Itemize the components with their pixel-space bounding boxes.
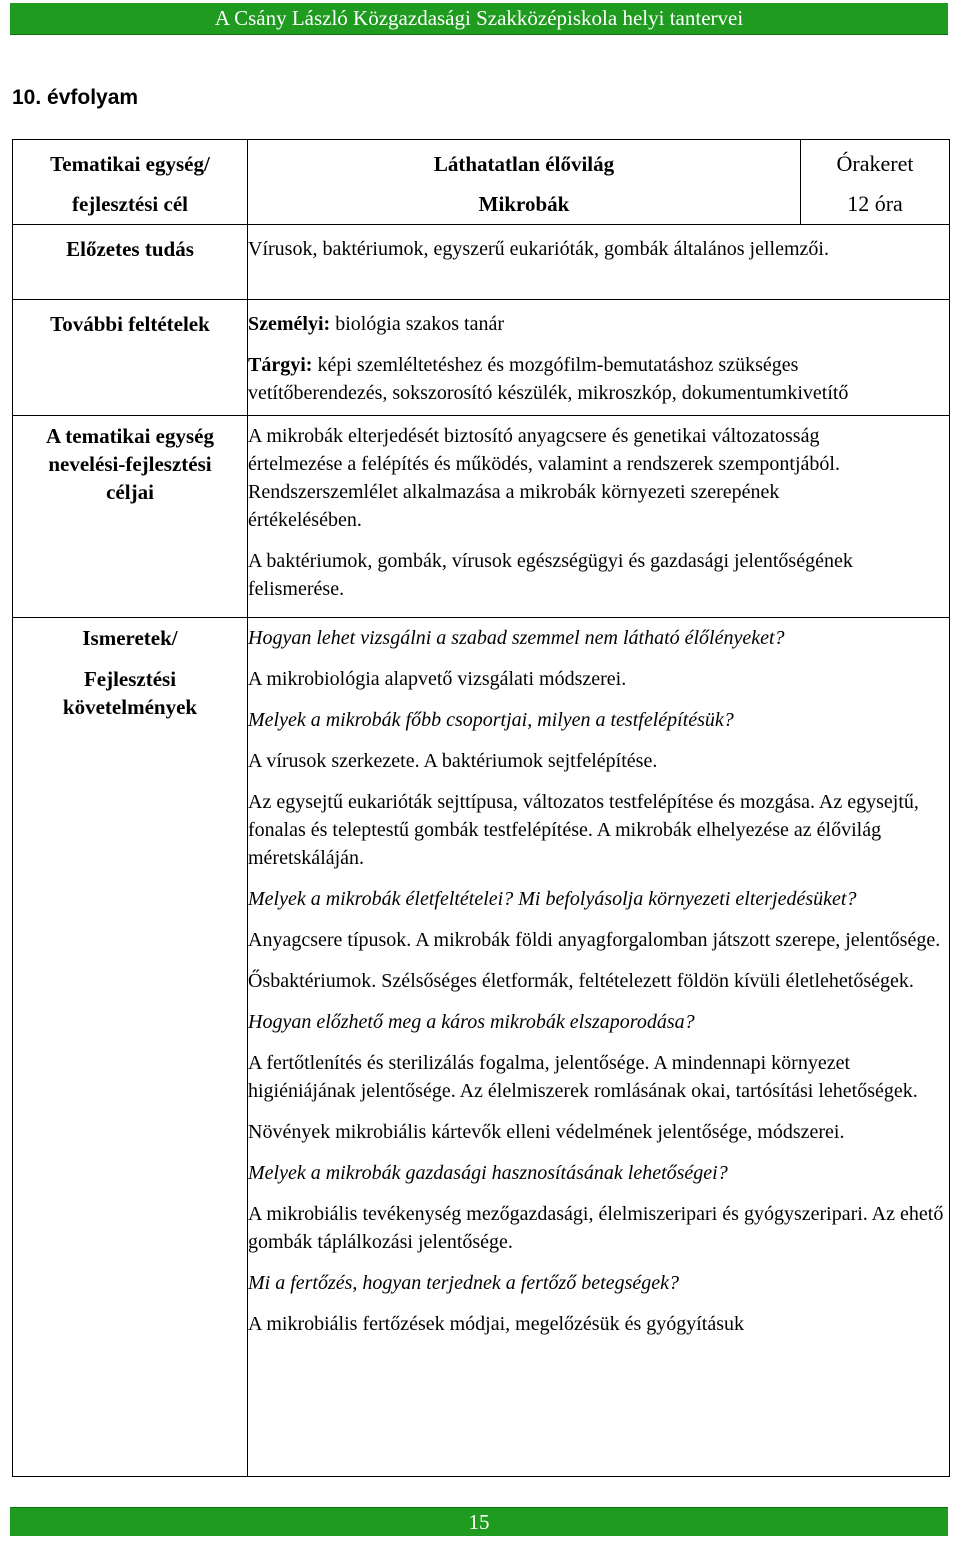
curriculum-table bbox=[12, 139, 950, 1477]
hours-label: Órakeret bbox=[836, 151, 914, 176]
header-title: A Csány László Közgazdasági Szakközépiskola helyi tantervei bbox=[214, 6, 744, 30]
knowledge-paragraph: Növények mikrobiális kártevők elleni védelmének jelentősége, módszerei. bbox=[248, 1121, 845, 1143]
knowledge-question: Hogyan lehet vizsgálni a szabad szemmel nem látható élőlényeket? bbox=[248, 627, 785, 649]
requirements-label: Fejlesztési követelmények bbox=[62, 667, 198, 719]
knowledge-paragraph: A mikrobiológia alapvető vizsgálati módszerei. bbox=[248, 668, 627, 690]
page-footer-bar bbox=[10, 1507, 948, 1536]
goals-paragraph-1: A mikrobák elterjedését biztosító anyagcsere és genetikai változatosság értelmezése a felépítés és működés, valamint a rendszerek szempontjából. Rendszerszemlélet alkalmazása a mikrobák környezeti szerepének értékelésében. bbox=[248, 425, 840, 531]
knowledge-paragraph: A vírusok szerkezete. A baktériumok sejtfelépítése. bbox=[248, 750, 658, 772]
unit-label-1: Tematikai egység/ bbox=[50, 152, 210, 176]
goals-label: A tematikai egység nevelési-fejlesztési céljai bbox=[13, 416, 248, 618]
personal-label: Személyi: bbox=[248, 313, 331, 335]
row-prior-knowledge bbox=[13, 225, 950, 300]
row-knowledge bbox=[13, 618, 950, 1477]
knowledge-content bbox=[248, 618, 950, 1477]
page-header-bar bbox=[10, 3, 948, 35]
unit-title-1: Láthatatlan élővilág bbox=[433, 152, 615, 176]
knowledge-label-cell bbox=[13, 618, 248, 1477]
knowledge-paragraph: A mikrobiális fertőzések módjai, megelőzésük és gyógyításuk bbox=[248, 1313, 744, 1335]
knowledge-paragraph: A fertőtlenítés és sterilizálás fogalma, jelentősége. A mindennapi környezet higiéniájának jelentősége. Az élelmiszerek romlásának okai, tartósítási lehetőségek. bbox=[248, 1052, 918, 1102]
knowledge-question: Melyek a mikrobák főbb csoportjai, milyen a testfelépítésük? bbox=[248, 709, 734, 731]
row-goals bbox=[13, 416, 950, 618]
knowledge-paragraph: A mikrobiális tevékenység mezőgazdasági, élelmiszeripari és gyógyszeripari. Az ehető gombák táplálkozási jelentősége. bbox=[248, 1203, 944, 1253]
conditions-text bbox=[248, 300, 950, 416]
row-conditions bbox=[13, 300, 950, 416]
unit-title-2: Mikrobák bbox=[478, 192, 570, 216]
personal-conditions bbox=[248, 310, 949, 338]
hours-value: 12 óra bbox=[847, 191, 903, 216]
cell-unit-title bbox=[248, 140, 801, 225]
conditions-label: További feltételek bbox=[13, 300, 248, 416]
knowledge-question: Mi a fertőzés, hogyan terjednek a fertőző betegségek? bbox=[248, 1272, 679, 1294]
personal-text: biológia szakos tanár bbox=[330, 313, 505, 335]
knowledge-label: Ismeretek/ bbox=[82, 626, 178, 650]
prior-knowledge-label: Előzetes tudás bbox=[13, 225, 248, 300]
row-unit bbox=[13, 140, 950, 225]
prior-knowledge-text bbox=[248, 225, 950, 300]
material-label: Tárgyi: bbox=[248, 354, 313, 376]
material-conditions bbox=[248, 351, 949, 415]
goals-text bbox=[248, 416, 950, 618]
knowledge-paragraph: Anyagcsere típusok. A mikrobák földi anyagforgalomban játszott szerepe, jelentősége. bbox=[248, 929, 941, 951]
year-heading: 10. évfolyam bbox=[12, 86, 139, 109]
goals-paragraph-2: A baktériumok, gombák, vírusok egészségügyi és gazdasági jelentőségének felismerése. bbox=[248, 550, 853, 600]
cell-hours bbox=[801, 140, 950, 225]
unit-label-2: fejlesztési cél bbox=[71, 192, 188, 216]
prior-knowledge-paragraph: Vírusok, baktériumok, egyszerű eukarióták, gombák általános jellemzői. bbox=[248, 238, 829, 260]
knowledge-question: Hogyan előzhető meg a káros mikrobák elszaporodása? bbox=[248, 1011, 695, 1033]
knowledge-question: Melyek a mikrobák gazdasági hasznosításának lehetőségei? bbox=[248, 1162, 728, 1184]
knowledge-paragraph: Az egysejtű eukarióták sejttípusa, változatos testfelépítése és mozgása. Az egysejtű, fonalas és teleptestű gombák testfelépítése. A mikrobák elhelyezése az élővilág méretskáláján. bbox=[248, 791, 919, 869]
cell-unit-label bbox=[13, 140, 248, 225]
material-text: képi szemléltetéshez és mozgófilm-bemutatáshoz szükséges vetítőberendezés, sokszorosító készülék, mikroszkóp, dokumentumkivetítő bbox=[248, 354, 849, 404]
knowledge-paragraph-list bbox=[248, 624, 947, 1338]
knowledge-paragraph: Ősbaktériumok. Szélsőséges életformák, feltételezett földön kívüli életlehetőségek. bbox=[248, 970, 914, 992]
knowledge-question: Melyek a mikrobák életfeltételei? Mi befolyásolja környezeti elterjedésüket? bbox=[248, 888, 857, 910]
page-number: 15 bbox=[468, 1510, 490, 1534]
